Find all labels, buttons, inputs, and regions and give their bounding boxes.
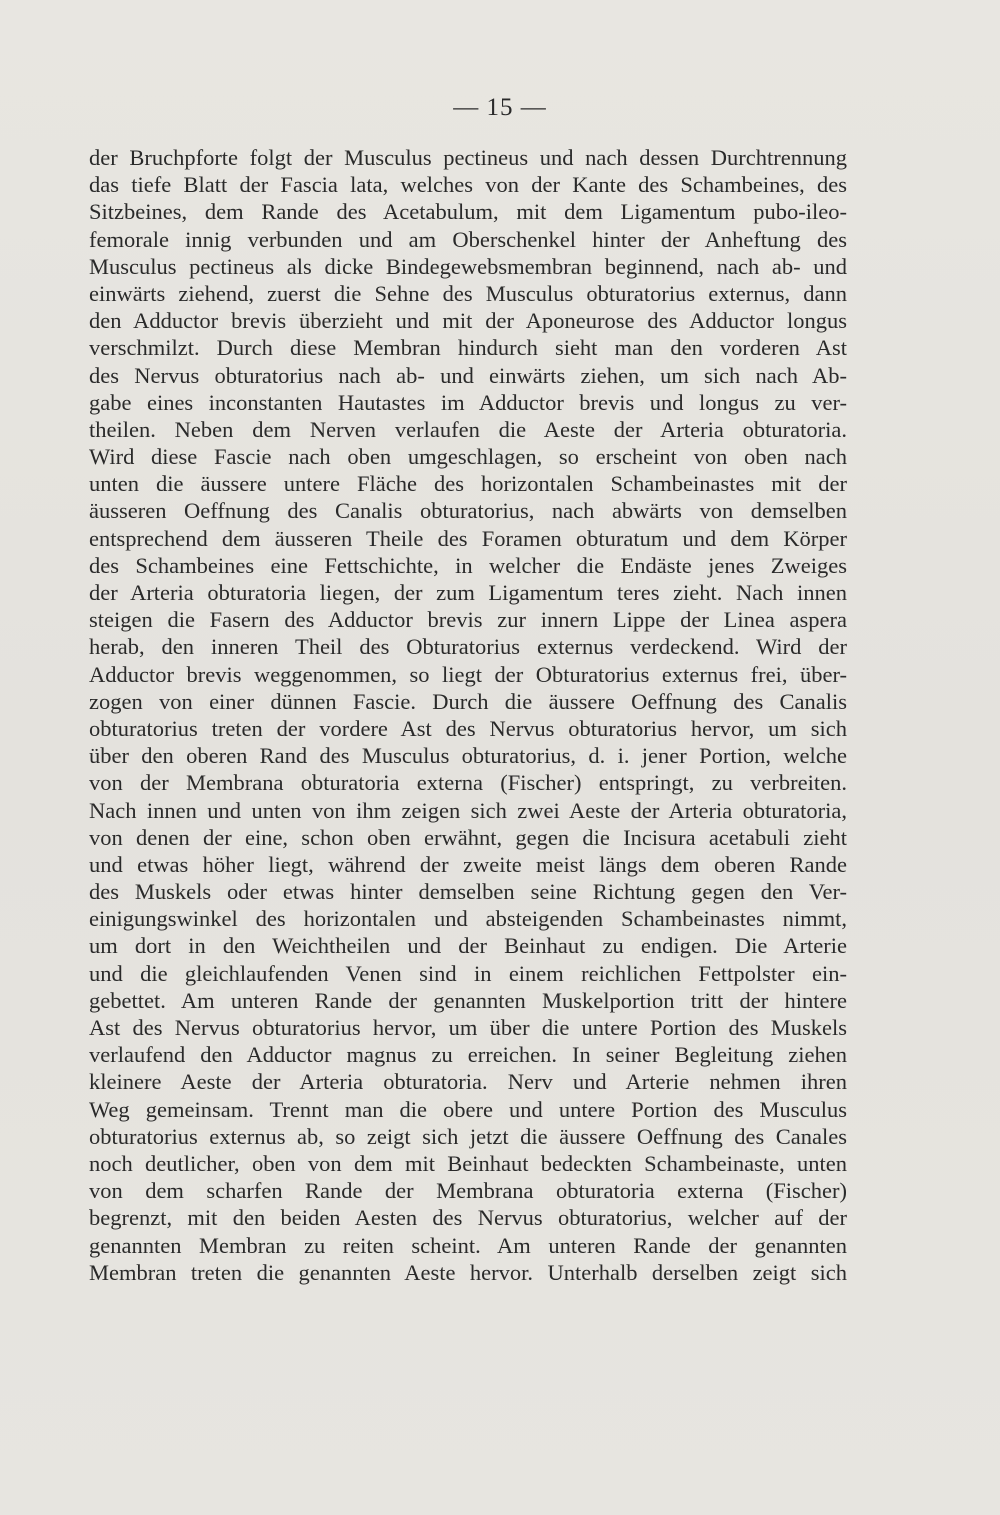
text-line: Sitzbeines, dem Rande des Acetabulum, mit dem Ligamentum pubo-ileo- [89,199,847,225]
text-line: obturatorius externus ab, so zeigt sich jetzt die äussere Oeffnung des Canales [89,1123,847,1149]
text-line: herab, den inneren Theil des Obturatorius externus verdeckend. Wird der [89,634,847,660]
text-line: der Bruchpforte folgt der Musculus pectineus und nach dessen Durchtrennung [89,145,847,170]
text-line: des Nervus obturatorius nach ab- und einwärts ziehen, um sich nach Ab- [89,362,847,388]
text-line: Ast des Nervus obturatorius hervor, um über die untere Portion des Muskels [89,1015,847,1040]
text-line: gebettet. Am unteren Rande der genannten Muskelportion tritt der hintere [89,987,847,1013]
text-line: Musculus pectineus als dicke Bindegewebsmembran beginnend, nach ab- und [89,253,847,279]
text-line: Weg gemeinsam. Trennt man die obere und untere Portion des Musculus [89,1096,847,1122]
text-line: theilen. Neben dem Nerven verlaufen die Aeste der Arteria obturatoria. [89,416,847,442]
text-line: Nach innen und unten von ihm zeigen sich zwei Aeste der Arteria obturatoria, [89,797,847,823]
text-line: von der Membrana obturatoria externa (Fischer) entspringt, zu verbreiten. [89,770,847,796]
text-line: gabe eines inconstanten Hautastes im Adductor brevis und longus zu ver- [89,389,847,415]
text-line: äusseren Oeffnung des Canalis obturatorius, nach abwärts von demselben [89,498,847,524]
text-line: obturatorius treten der vordere Ast des Nervus obturatorius hervor, um sich [89,715,847,741]
text-line: des Muskels oder etwas hinter demselben seine Richtung gegen den Ver- [89,879,847,905]
text-line: des Schambeines eine Fettschichte, in welcher die Endäste jenes Zweiges [89,552,847,578]
text-line: Wird diese Fascie nach oben umgeschlagen, so erscheint von oben nach [89,444,847,470]
text-line: steigen die Fasern des Adductor brevis zur innern Lippe der Linea aspera [89,607,847,633]
text-line: und die gleichlaufenden Venen sind in einem reichlichen Fettpolster ein- [89,960,847,986]
text-line: genannten Membran zu reiten scheint. Am unteren Rande der genannten [89,1232,847,1258]
text-line: einigungswinkel des horizontalen und absteigenden Schambeinastes nimmt, [89,906,847,932]
text-line: von denen der eine, schon oben erwähnt, gegen die Incisura acetabuli zieht [89,824,847,850]
text-line: Membran treten die genannten Aeste hervor. Unterhalb derselben zeigt sich [89,1259,847,1285]
text-line: von dem scharfen Rande der Membrana obturatoria externa (Fischer) [89,1178,847,1204]
text-line: begrenzt, mit den beiden Aesten des Nervus obturatorius, welcher auf der [89,1205,847,1231]
text-line: Adductor brevis weggenommen, so liegt der Obturatorius externus frei, über- [89,661,847,687]
text-line: den Adductor brevis überzieht und mit der Aponeurose des Adductor longus [89,308,847,334]
text-line: noch deutlicher, oben von dem mit Beinhaut bedeckten Schambeinaste, unten [89,1150,847,1176]
text-line: verlaufend den Adductor magnus zu erreichen. In seiner Begleitung ziehen [89,1042,847,1068]
text-line: der Arteria obturatoria liegen, der zum Ligamentum teres zieht. Nach innen [89,580,847,605]
text-line: das tiefe Blatt der Fascia lata, welches von der Kante des Schambeines, des [89,172,847,198]
text-line: und etwas höher liegt, während der zweite meist längs dem oberen Rande [89,851,847,877]
text-line: verschmilzt. Durch diese Membran hindurch sieht man den vorderen Ast [89,335,847,361]
text-line: kleinere Aeste der Arteria obturatoria. Nerv und Arterie nehmen ihren [89,1069,847,1095]
text-line: über den oberen Rand des Musculus obturatorius, d. i. jener Portion, welche [89,743,847,769]
text-line: unten die äussere untere Fläche des horizontalen Schambeinastes mit der [89,471,847,497]
text-line: um dort in den Weichtheilen und der Beinhaut zu endigen. Die Arterie [89,933,847,959]
body-text [89,144,847,1286]
text-line: einwärts ziehend, zuerst die Sehne des Musculus obturatorius externus, dann [89,280,847,306]
text-line: femorale innig verbunden und am Oberschenkel hinter der Anheftung des [89,226,847,252]
text-line: entsprechend dem äusseren Theile des Foramen obturatum und dem Körper [89,525,847,551]
text-line: zogen von einer dünnen Fascie. Durch die äussere Oeffnung des Canalis [89,688,847,714]
page-number: — 15 — [453,94,547,121]
